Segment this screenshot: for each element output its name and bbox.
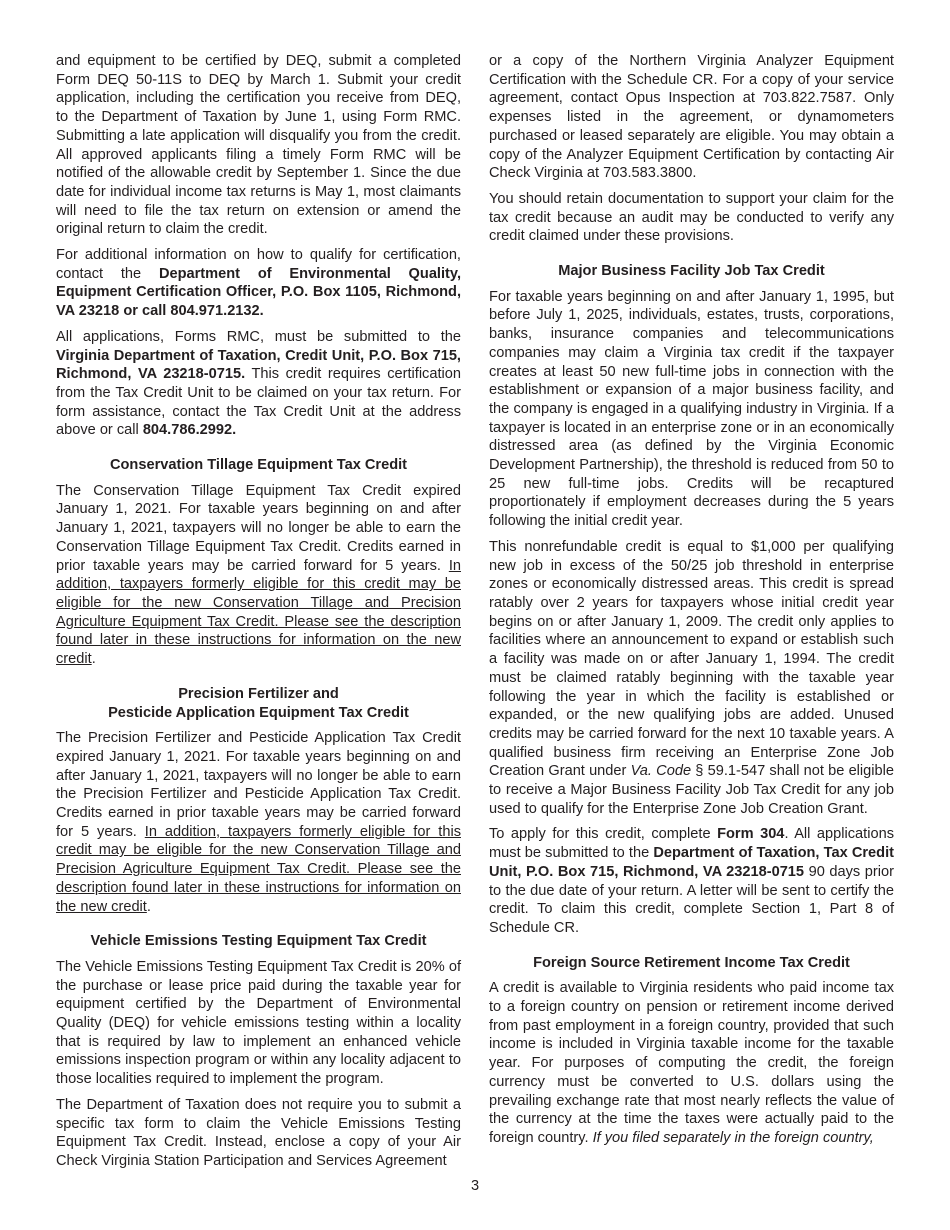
paragraph: For taxable years beginning on and after January 1, 1995, but before July 1, 2025, individuals, estates, trusts, corporations, banks, insurance companies and telecommunications companies may claim a Virginia tax credit if the taxpayer creates at least 50 new full-time jobs in connection with the establishment or expansion of a major business facility, and the company is engaged in a qualifying industry in Virginia. If a taxpayer is located in an enterprise zone or in an economically distressed area (as defined by the Virginia Economic Development Partnership), the threshold is reduced from 50 to 25 new full-time jobs. Credits will be recaptured proportionately if employment decreases during the 5 years following the initial credit year. <box>489 288 894 530</box>
paragraph: For additional information on how to qualify for certification, contact the Department of Environmental Quality, Equipment Certification Officer, P.O. Box 1105, Richmond, VA 23218 or call 804.971.2132. <box>56 247 461 320</box>
section-heading-precision-fertilizer: Precision Fertilizer and Pesticide Application Equipment Tax Credit <box>108 685 409 721</box>
paragraph: The Department of Taxation does not require you to submit a specific tax form to claim the Vehicle Emissions Testing Equipment Tax Credit. Instead, enclose a copy of your Air Check Virginia Station Participation and Services Agreement <box>56 1096 461 1169</box>
italic-note: If you filed separately in the foreign country, <box>592 1129 874 1146</box>
paragraph: You should retain documentation to support your claim for the tax credit because an audit may be conducted to verify any credit claimed under these provisions. <box>489 190 894 245</box>
section-heading-conservation-tillage: Conservation Tillage Equipment Tax Credit <box>109 457 408 474</box>
right-column <box>489 52 894 1155</box>
form-name: Form 304 <box>717 826 785 843</box>
paragraph: A credit is available to Virginia residents who paid income tax to a foreign country on pension or retirement income derived from past employment in a foreign country, provided that such income is included in Virginia taxable income for the taxable year. For purposes of computing the credit, the foreign currency must be converted to U.S. dollars using the prevailing exchange rate that most nearly reflects the value of the currency at the time the taxes were actually paid to the foreign country. If you filed separately in the foreign country, <box>489 980 894 1146</box>
deq-contact: Department of Environmental Quality, Equipment Certification Officer, P.O. Box 1105, Richmond, VA 23218 or call 804.971.2132. <box>56 265 461 320</box>
paragraph: and equipment to be certified by DEQ, submit a completed Form DEQ 50-11S to DEQ by March 1. Submit your credit application, including the certification you receive from DEQ, to the Department of Taxation by June 1, using Form RMC. Submitting a late application will disqualify you from the credit. All approved applicants filing a timely Form RMC will be notified of the allowable credit by September 1. Since the due date for individual income tax returns is May 1, most claimants will need to file the tax return on extension or amend the original return to claim the credit. <box>56 53 461 238</box>
tax-credit-unit-address: Department of Taxation, Tax Credit Unit, P.O. Box 715, Richmond, VA 23218-0715 <box>489 845 894 880</box>
paragraph: The Conservation Tillage Equipment Tax Credit expired January 1, 2021. For taxable years beginning on and after January 1, 2021, taxpayers will no longer be able to earn the Conservation Tillage Equipment Tax Credit. Credits earned in prior taxable years may be carried forward for 5 years. In addition, taxpayers formerly eligible for this credit may be eligible for the new Conservation Tillage and Precision Agriculture Equipment Tax Credit. Please see the description found later in these instructions for information on the new credit. <box>56 482 461 668</box>
paragraph: To apply for this credit, complete Form 304. All applications must be submitted to the Department of Taxation, Tax Credit Unit, P.O. Box 715, Richmond, VA 23218-0715 90 days prior to the due date of your return. A letter will be sent to certify the credit. To claim this credit, complete Section 1, Part 8 of Schedule CR. <box>489 826 895 936</box>
left-column <box>56 52 461 1178</box>
section-heading-major-business-facility: Major Business Facility Job Tax Credit <box>558 263 825 280</box>
page-number: 3 <box>470 1178 480 1194</box>
code-reference: Va. Code <box>630 763 692 780</box>
paragraph: This nonrefundable credit is equal to $1,000 per qualifying new job in excess of the 50/25 job threshold in enterprise zones or economically distressed areas. This credit is spread ratably over 2 years for taxpayers whose initial credit year begins on or after January 1, 2009. The credit only applies to facilities where an announcement to expand or establish such a facility was made on or after January 1, 1994. The credit must be claimed ratably beginning with the taxable year following the year in which the facility is established or expanded, or the new qualifying jobs are added. Unused credits may be carried forward for the next 10 taxable years. A qualified business firm receiving an Enterprise Zone Job Creation Grant under Va. Code § 59.1-547 shall not be eligible to receive a Major Business Facility Job Tax Credit for any job used to qualify for the Enterprise Zone Job Creation Grant. <box>489 538 895 817</box>
paragraph: The Precision Fertilizer and Pesticide Application Tax Credit expired January 1, 2021. For taxable years beginning on and after January 1, 2021, taxpayers will no longer be able to earn the Precision Fertilizer and Pesticide Application Tax Credit. Credits earned in prior taxable years may be carried forward for 5 years. In addition, taxpayers formerly eligible for this credit may be eligible for the new Conservation Tillage and Precision Agriculture Equipment Tax Credit. Please see the description found later in these instructions for information on the new credit. <box>56 730 461 915</box>
paragraph: The Vehicle Emissions Testing Equipment Tax Credit is 20% of the purchase or lease price paid during the taxable year for equipment certified by the Department of Environmental Quality (DEQ) for vehicle emissions testing within a locality that is required by law to implement an enhanced vehicle emissions inspection program or within any locality adjacent to those localities required to implement the program. <box>56 958 461 1088</box>
paragraph: or a copy of the Northern Virginia Analyzer Equipment Certification with the Schedule CR. For a copy of your service agreement, contact Opus Inspection at 703.822.7587. Only expenses listed in the agreement, or dynamometers purchased or leased separately are eligible. You may obtain a copy of the Analyzer Equipment Certification by contacting Air Check Virginia at 703.583.3800. <box>489 53 894 182</box>
phone-number: 804.786.2992. <box>142 422 237 439</box>
section-heading-foreign-source-retirement: Foreign Source Retirement Income Tax Credit <box>533 954 850 971</box>
paragraph: All applications, Forms RMC, must be submitted to the Virginia Department of Taxation, Credit Unit, P.O. Box 715, Richmond, VA 23218-0715. This credit requires certification from the Tax Credit Unit to be claimed on your tax return. For form assistance, contact the Tax Credit Unit at the address above or call 804.786.2992. <box>56 328 461 439</box>
underlined-note: In addition, taxpayers formerly eligible for this credit may be eligible for the new Conservation Tillage and Precision Agriculture Equipment Tax Credit. Please see the description found later in these instructions for information on the new credit <box>56 823 461 915</box>
underlined-note: In addition, taxpayers formerly eligible for this credit may be eligible for the new Conservation Tillage and Precision Agriculture Equipment Tax Credit. Please see the description found later in these instructions for information on the new credit <box>56 557 461 668</box>
section-heading-vehicle-emissions: Vehicle Emissions Testing Equipment Tax Credit <box>90 933 427 950</box>
tax-credit-unit-address: Virginia Department of Taxation, Credit Unit, P.O. Box 715, Richmond, VA 23218-0715. <box>56 347 461 383</box>
